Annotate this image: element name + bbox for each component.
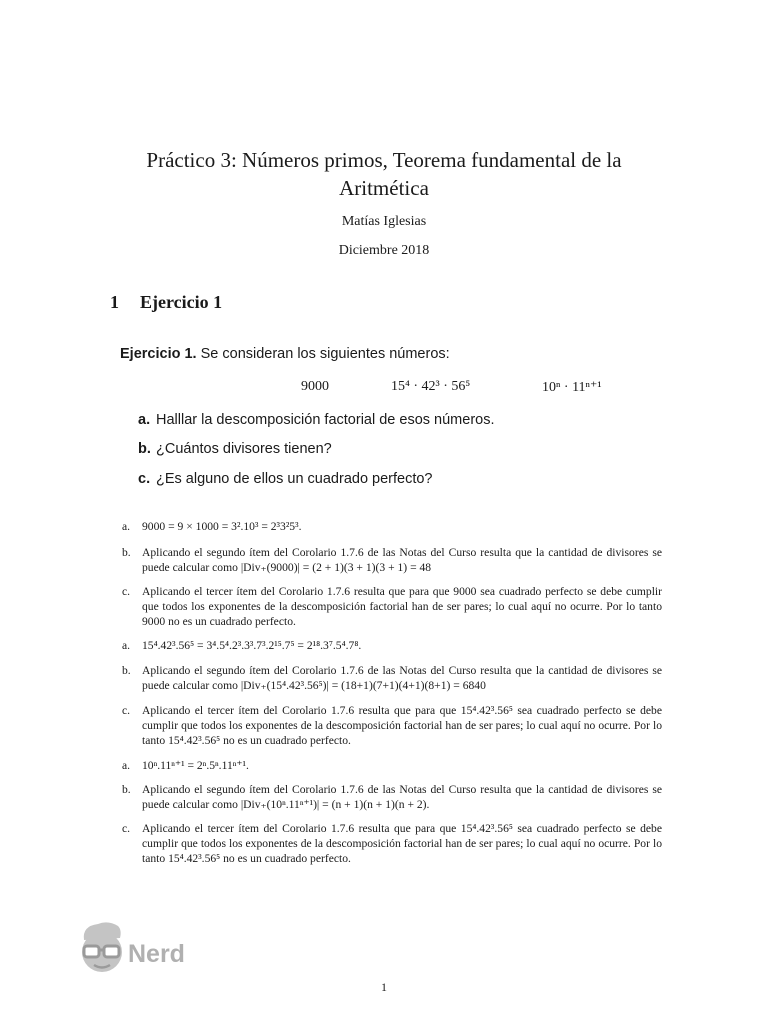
answer-text: Aplicando el segundo ítem del Corolario 1.7.6 de las Notas del Curso resulta que la cantidad de divisores se puede calcular como |Div₊(15⁴.42³.56⁵)| = (18+1)(7+1)(4+1)(8+1) = 6840 [142,664,662,692]
section-heading [110,292,222,313]
answer-text: 15⁴.42³.56⁵ = 3⁴.5⁴.2³.3³.7³.2¹⁵.7⁵ = 2¹⁸.3⁷.5⁴.7⁸. [142,639,362,652]
question-key: c. [138,471,151,487]
document-title-line-2: Aritmética [339,176,429,200]
number-2: 15⁴ · 42³ · 56⁵ [391,379,471,394]
answer-3b [122,782,662,812]
question-a [138,412,495,428]
answer-key: c. [122,822,131,835]
answer-3c [122,821,662,866]
question-key: b. [138,441,151,457]
answer-key: a. [122,639,131,652]
answer-2a [122,638,662,653]
answer-key: b. [122,664,131,677]
nerd-watermark [78,920,196,978]
question-b [138,441,332,457]
answer-1b [122,545,662,575]
answer-1c [122,584,662,629]
section-number: 1 [110,292,119,312]
answer-2b [122,663,662,693]
exercise-label: Ejercicio 1. [120,346,197,362]
answer-text: 10ⁿ.11ⁿ⁺¹ = 2ⁿ.5ⁿ.11ⁿ⁺¹. [142,759,249,772]
answer-key: c. [122,585,131,598]
question-text: ¿Es alguno de ellos un cuadrado perfecto? [156,471,433,487]
exercise-text: Se consideran los siguientes números: [200,346,450,362]
nerd-mascot-icon [78,920,196,978]
date: Diciembre 2018 [338,243,430,258]
exercise-statement [120,346,450,362]
answer-key: b. [122,783,131,796]
page-number: 1 [381,980,387,994]
question-text: Halllar la descomposición factorial de esos números. [156,412,495,428]
answer-text: Aplicando el segundo ítem del Corolario 1.7.6 de las Notas del Curso resulta que la cantidad de divisores se puede calcular como |Div₊(9000)| = (2 + 1)(3 + 1)(3 + 1) = 48 [142,546,662,574]
answer-key: b. [122,546,131,559]
answer-key: c. [122,704,131,717]
answer-2c [122,703,662,748]
question-key: a. [138,412,151,428]
answer-text: 9000 = 9 × 1000 = 3².10³ = 2³3²5³. [142,520,302,533]
question-text: ¿Cuántos divisores tienen? [156,441,332,457]
section-title: Ejercicio 1 [140,292,223,312]
answer-3a [122,758,662,773]
author: Matías Iglesias [341,214,427,229]
number-3: 10ⁿ · 11ⁿ⁺¹ [542,380,602,395]
answer-key: a. [122,759,131,772]
answer-1a [122,519,662,534]
answer-text: Aplicando el tercer ítem del Corolario 1.7.6 resulta que para que 15⁴.42³.56⁵ sea cuadrado perfecto se debe cumplir que todos los exponentes de la descomposición factorial han de ser pares; lo cual aquí no ocurre. Por lo tanto 15⁴.42³.56⁵ no es un cuadrado perfecto. [142,704,662,747]
document-title-line-1: Práctico 3: Números primos, Teorema fundamental de la [146,148,622,172]
watermark-text: Nerd [128,940,185,968]
answer-text: Aplicando el tercer ítem del Corolario 1.7.6 resulta que para que 9000 sea cuadrado perfecto se debe cumplir que todos los exponentes de la descomposición factorial han de ser pares; lo cual aquí no ocurre. Por lo tanto 9000 no es un cuadrado perfecto. [142,585,662,628]
answer-text: Aplicando el tercer ítem del Corolario 1.7.6 resulta que para que 15⁴.42³.56⁵ sea cuadrado perfecto se debe cumplir que todos los exponentes de la descomposición factorial han de ser pares; lo cual aquí no ocurre. Por lo tanto 15⁴.42³.56⁵ no es un cuadrado perfecto. [142,822,662,865]
number-1: 9000 [301,379,329,394]
answer-text: Aplicando el segundo ítem del Corolario 1.7.6 de las Notas del Curso resulta que la cantidad de divisores se puede calcular como |Div₊(10ⁿ.11ⁿ⁺¹)| = (n + 1)(n + 1)(n + 2). [142,783,662,811]
question-c [138,471,433,487]
answer-key: a. [122,520,131,533]
